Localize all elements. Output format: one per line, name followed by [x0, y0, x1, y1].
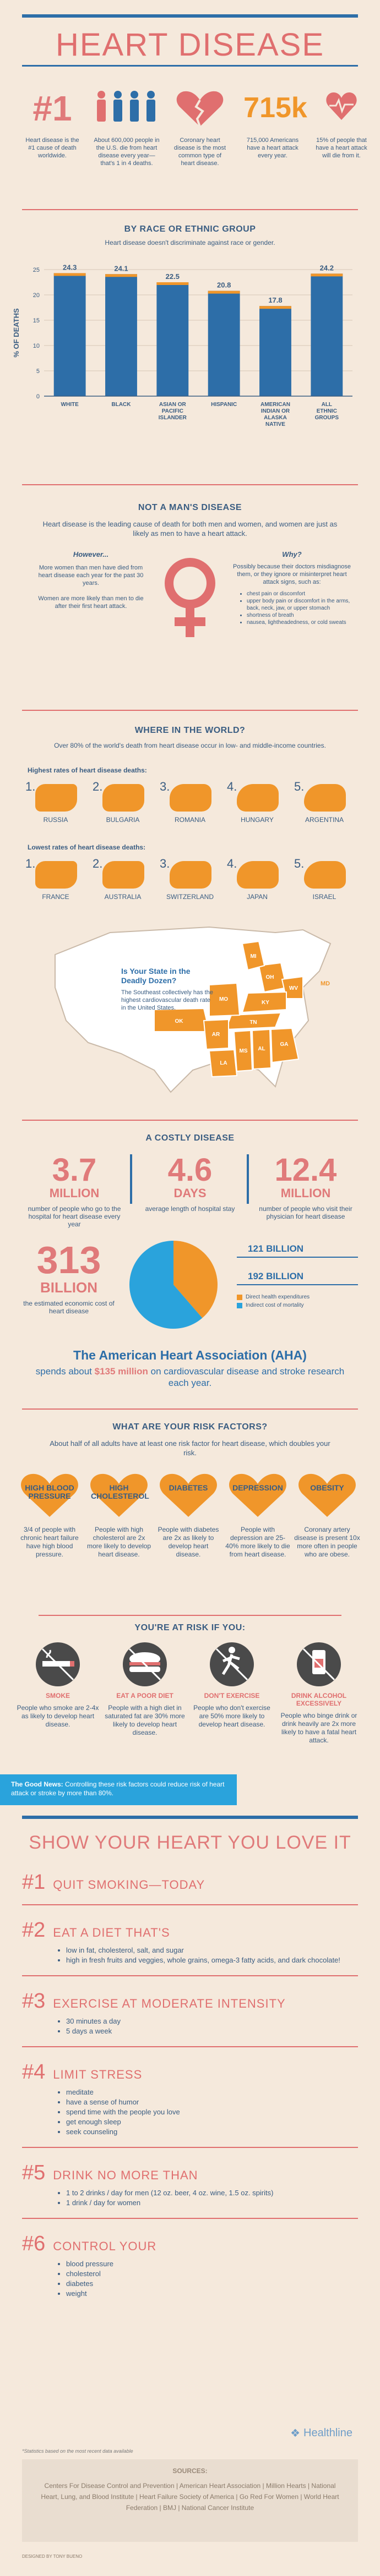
heart-icon [89, 1472, 149, 1518]
cost-number: 313 [36, 1238, 101, 1281]
country-name: JAPAN [247, 893, 268, 901]
divider-3 [22, 710, 358, 711]
habit-icon [297, 1642, 341, 1686]
risk-habit [104, 1642, 186, 1737]
hospital-text: number of people who go to the hospital for heart disease every year [28, 1205, 121, 1228]
love-item-title: DRINK NO MORE THAN [53, 2168, 198, 2182]
stat-5-text: 15% of people that have a heart attack will die from it. [316, 137, 367, 159]
heart-icon [19, 1472, 80, 1518]
stat-4-text: 715,000 Americans have a heart attack every year. [246, 137, 299, 159]
country-name: ARGENTINA [305, 816, 344, 824]
country-name: BULGARIA [106, 816, 140, 824]
divider-2 [22, 484, 358, 485]
habit-name: EAT A POOR DIET [116, 1692, 173, 1700]
bar-value-label: 20.8 [217, 281, 231, 289]
country-rank: 5. [294, 857, 305, 870]
lowest-country [22, 857, 89, 912]
physician-text: number of people who visit their physician for heart disease [259, 1205, 352, 1220]
bar [105, 274, 137, 396]
country-name: SWITZERLAND [166, 893, 214, 901]
love-title: SHOW YOUR HEART YOU LOVE IT [29, 1832, 351, 1853]
us-map [44, 922, 341, 1103]
love-item [22, 2060, 358, 2148]
header-top-rule [22, 14, 358, 18]
risk-factor [86, 1472, 152, 1559]
habit-name: SMOKE [45, 1692, 70, 1700]
country-rank: 4. [227, 780, 237, 793]
economic-cost [22, 1238, 116, 1315]
risk-factor-text: People with depression are 25-40% more likely to die from heart disease. [225, 1526, 290, 1558]
love-bullet: • get enough sleep [66, 2117, 358, 2127]
country-name: ROMANIA [174, 816, 205, 824]
love-bullet: • meditate [66, 2087, 358, 2097]
bar [208, 291, 240, 396]
country-rank: 2. [93, 857, 103, 870]
gender-title: NOT A MAN'S DISEASE [138, 503, 242, 512]
highest-country [291, 780, 358, 835]
country-rank: 1. [25, 780, 36, 793]
country-name: AUSTRALIA [104, 893, 142, 901]
love-bullet: • cholesterol [66, 2269, 358, 2279]
country-shape [102, 784, 144, 812]
why-label: Why? [282, 550, 302, 558]
pie-value-b: 192 BILLION [237, 1258, 358, 1285]
heart-icon [158, 1472, 219, 1518]
pie-values [237, 1243, 358, 1308]
risk-factor-name: HIGH CHOLESTEROL [91, 1483, 149, 1500]
love-bullet: • 30 minutes a day [66, 2016, 358, 2026]
love-bullet: • have a sense of humor [66, 2097, 358, 2107]
aha-post: on cardiovascular disease and stroke research each year. [148, 1366, 345, 1388]
stat-hospital [22, 1154, 127, 1228]
people-icon [94, 90, 160, 123]
sources-label: SOURCES: [172, 2467, 208, 2475]
habit-text: People who binge drink or drink heavily are 2x more likely to have a fatal heart attack. [280, 1712, 357, 1744]
love-section [0, 1821, 380, 2437]
stat-1-big: #1 [32, 89, 72, 128]
brand [290, 2426, 352, 2440]
physician-number: 12.4 [274, 1152, 337, 1188]
lowest-country [224, 857, 291, 912]
state-label: MD [321, 980, 330, 987]
lowest-country [291, 857, 358, 912]
heart-attack-signs [231, 590, 352, 626]
love-item-head [22, 2232, 358, 2256]
bar-value-label: 22.5 [165, 272, 180, 281]
love-item-bullets [66, 2016, 358, 2036]
love-item-number: #3 [22, 1989, 46, 2013]
sources-box [22, 2459, 358, 2542]
country-name: ISRAEL [312, 893, 336, 901]
risk-habit [278, 1642, 360, 1745]
race-bar-chart [0, 253, 380, 462]
gender-left-2: Women are more likely than men to die after their first heart attack. [38, 595, 144, 610]
habit-name: DRINK ALCOHOL EXCESSIVELY [291, 1692, 347, 1707]
designer-credit: DESIGNED BY TONY BUENO [22, 2554, 83, 2559]
love-item-number: #1 [22, 1871, 46, 1894]
risk-factor-name: DIABETES [169, 1483, 208, 1492]
love-item-bullets [66, 2087, 358, 2137]
at-risk-title: YOU'RE AT RISK IF YOU: [134, 1623, 246, 1632]
country-name: RUSSIA [43, 816, 68, 824]
love-item [22, 1919, 358, 1976]
stay-unit: DAYS [173, 1186, 207, 1200]
love-bullet: • seek counseling [66, 2127, 358, 2137]
deadly-dozen-question: Is Your State in the Deadly Dozen? [121, 967, 191, 985]
risk-factor-text: People with high cholesterol are 2x more likely to develop heart disease. [86, 1526, 151, 1558]
stat-3-text: Coronary heart disease is the most common type of heart disease. [173, 137, 226, 167]
love-divider [22, 1904, 358, 1905]
habit-text: People who smoke are 2-4x as likely to develop heart disease. [17, 1704, 99, 1728]
country-shape [170, 784, 211, 812]
state-label: OK [175, 1018, 183, 1024]
stat-2-text: About 600,000 people in the U.S. die from heart disease every year—that's 1 in 4 deaths. [94, 137, 160, 167]
country-name: FRANCE [42, 893, 69, 901]
love-item-title: QUIT SMOKING—TODAY [53, 1878, 205, 1892]
aha-text [33, 1366, 347, 1389]
bar-value-label: 17.8 [268, 296, 283, 305]
love-bullet: • 5 days a week [66, 2026, 358, 2036]
habit-icon [210, 1642, 254, 1686]
risk-habits [17, 1642, 363, 1752]
bar [311, 273, 343, 396]
divider-5 [22, 1408, 358, 1410]
bar-cap [156, 282, 188, 285]
love-item-number: #6 [22, 2232, 46, 2255]
risk-factor-name: HIGH BLOOD PRESSURE [25, 1483, 74, 1500]
legend-swatch-b [237, 1303, 242, 1308]
love-item-head [22, 1871, 358, 1894]
love-item-title: EAT A DIET THAT'S [53, 1926, 170, 1939]
sign-item: • upper body pain or discomfort in the arms, back, neck, jaw, or upper stomach [247, 598, 352, 612]
lowest-country [89, 857, 156, 912]
country-rank: 2. [93, 780, 103, 793]
risk-factor [225, 1472, 291, 1559]
love-item [22, 2161, 358, 2219]
race-section [0, 220, 380, 479]
country-shape [170, 861, 211, 889]
gender-left [33, 550, 149, 610]
love-item-number: #2 [22, 1919, 46, 1942]
risk-intro: About half of all adults have at least one risk factor for heart disease, which doubles your risk. [50, 1439, 330, 1457]
country-rank: 3. [160, 780, 170, 793]
bar [54, 273, 86, 396]
state-label: MO [219, 996, 229, 1002]
highest-country [224, 780, 291, 835]
country-rank: 3. [160, 857, 170, 870]
lowest-label: Lowest rates of heart disease deaths: [28, 843, 146, 851]
page-title: HEART DISEASE [55, 27, 325, 63]
gender-section [0, 495, 380, 704]
state-label: GA [280, 1042, 289, 1048]
good-news-banner [0, 1774, 237, 1805]
legend-swatch-a [237, 1295, 242, 1300]
costly-title: A COSTLY DISEASE [145, 1133, 235, 1143]
gender-right [231, 550, 352, 626]
risk-factors [17, 1472, 363, 1598]
good-news-label: The Good News: [11, 1780, 63, 1788]
sign-item: • chest pain or discomfort [247, 590, 352, 598]
aha-title: The American Heart Association (AHA) [73, 1348, 307, 1362]
y-tick-label: 15 [32, 317, 40, 324]
divider-4 [22, 1120, 358, 1121]
country-shape [237, 784, 279, 812]
love-item-title: LIMIT STRESS [53, 2068, 143, 2081]
country-shape [304, 861, 346, 889]
habit-text: People with a high diet in saturated fat are 30% more likely to develop heart disease. [105, 1704, 185, 1736]
love-item-number: #4 [22, 2060, 46, 2084]
risk-title: WHAT ARE YOUR RISK FACTORS? [112, 1422, 268, 1432]
country-shape [237, 861, 279, 889]
world-intro: Over 80% of the world's death from heart disease occur in low- and middle-income countries. [54, 742, 326, 749]
header-bottom-rule [22, 65, 358, 67]
bar-cap [259, 306, 291, 309]
love-divider [22, 2147, 358, 2148]
risk-factor [17, 1472, 83, 1559]
heart-icon [227, 1472, 288, 1518]
gender-right-intro: Possibly because their doctors misdiagnose them, or they ignore or misinterpret heart attack signs, such as: [232, 563, 351, 585]
x-tick-label: AMERICAN INDIAN OR ALASKA NATIVE [260, 402, 290, 427]
love-bullet: • 1 to 2 drinks / day for men (12 oz. beer, 4 oz. wine, 1.5 oz. spirits) [66, 2188, 358, 2198]
risk-habit [191, 1642, 273, 1729]
x-tick-label: HISPANIC [211, 402, 237, 408]
love-divider [22, 2218, 358, 2219]
state-label: WV [289, 985, 298, 991]
deadly-dozen-text: The Southeast collectively has the highest cardiovascular death rate in the United States. [121, 989, 213, 1011]
risk-factor [294, 1472, 360, 1559]
y-axis-label: % OF DEATHS [12, 308, 20, 358]
love-item [22, 1989, 358, 2047]
however-label: However... [73, 550, 109, 558]
x-tick-label: WHITE [61, 402, 79, 408]
state-label: MI [250, 953, 257, 960]
bar [156, 282, 188, 396]
sign-item: • nausea, lightheadedness, or cold sweats [247, 619, 352, 626]
love-top-rule [22, 1816, 358, 1819]
state-label: AL [258, 1046, 265, 1052]
brand-name: Healthline [303, 2427, 352, 2439]
lowest-country [156, 857, 224, 912]
costly-section [0, 1128, 380, 1447]
risk-factor-name: DEPRESSION [232, 1483, 283, 1492]
stats-row [0, 77, 380, 187]
love-bullet: • spend time with the people you love [66, 2107, 358, 2117]
legend-label-b: Indirect cost of mortality [246, 1302, 304, 1308]
love-item-head [22, 2060, 358, 2084]
footnote: *Statistics based on the most recent data available [22, 2448, 133, 2454]
love-bullet: • diabetes [66, 2279, 358, 2289]
country-rank: 5. [294, 780, 305, 793]
state-label: KY [262, 1000, 269, 1006]
legend-item-b [237, 1302, 358, 1308]
y-tick-label: 5 [36, 368, 40, 375]
heart-icon [297, 1472, 357, 1518]
stay-text: average length of hospital stay [145, 1205, 235, 1213]
bar-cap [105, 274, 137, 277]
country-rank: 4. [227, 857, 237, 870]
cost-text: the estimated economic cost of heart disease [23, 1300, 115, 1315]
y-tick-label: 0 [36, 393, 40, 400]
physician-unit: MILLION [280, 1186, 331, 1200]
footer [0, 2426, 380, 2576]
highest-country [22, 780, 89, 835]
legend-item-a [237, 1294, 358, 1300]
heart-rate-icon [325, 89, 358, 124]
y-tick-label: 10 [32, 343, 40, 349]
costly-sep-1 [130, 1154, 132, 1204]
stat-4 [237, 91, 314, 124]
highest-country [89, 780, 156, 835]
risk-factor-text: People with diabetes are 2x as likely to develop heart disease. [158, 1526, 219, 1558]
love-list [22, 1871, 358, 2312]
bar-value-label: 24.1 [114, 264, 128, 273]
love-item-head [22, 1919, 358, 1942]
love-item [22, 1871, 358, 1905]
bar-cap [54, 273, 86, 276]
divider-risk [39, 1615, 341, 1616]
habit-icon [36, 1642, 80, 1686]
love-item-bullets [66, 2188, 358, 2208]
brand-icon: ❖ [290, 2427, 301, 2440]
love-bullet: • weight [66, 2289, 358, 2299]
bar [259, 306, 291, 396]
state-label: TN [249, 1020, 257, 1026]
bar-cap [311, 273, 343, 276]
deadly-dozen-callout [121, 967, 215, 1012]
love-item-bullets [66, 2259, 358, 2299]
highest-country [156, 780, 224, 835]
love-item-bullets [66, 1945, 358, 1965]
country-name: HUNGARY [241, 816, 274, 824]
aha-pre: spends about [35, 1366, 95, 1377]
risk-factor-name: OBESITY [310, 1483, 344, 1492]
bar-cap [208, 291, 240, 294]
legend-label-a: Direct health expenditures [246, 1294, 310, 1300]
stat-physician [253, 1154, 358, 1220]
highest-label: Highest rates of heart disease deaths: [28, 766, 147, 774]
highest-countries [22, 780, 358, 835]
world-title: WHERE IN THE WORLD? [134, 726, 246, 735]
habit-name: DON'T EXERCISE [204, 1692, 260, 1700]
stat-1-text: Heart disease is the #1 cause of death worldwide. [25, 137, 79, 159]
x-tick-label: ASIAN OR PACIFIC ISLANDER [158, 402, 187, 421]
female-symbol-icon [160, 556, 220, 644]
love-divider [22, 2046, 358, 2047]
love-item-title: CONTROL YOUR [53, 2239, 157, 2253]
hospital-unit: MILLION [49, 1186, 100, 1200]
aha-amount: $135 million [94, 1366, 148, 1377]
habit-text: People who don't exercise are 50% more likely to develop heart disease. [193, 1704, 270, 1728]
risk-habit [17, 1642, 99, 1729]
race-subtitle: Heart disease doesn't discriminate against race or gender. [105, 239, 275, 246]
state-label: AR [211, 1032, 220, 1038]
risk-section [0, 1417, 380, 1857]
x-tick-label: BLACK [111, 402, 131, 408]
sign-item: • shortness of breath [247, 612, 352, 619]
race-title: BY RACE OR ETHNIC GROUP [124, 224, 256, 234]
x-tick-label: ALL ETHNIC GROUPS [314, 402, 339, 421]
state-label: OH [265, 974, 274, 980]
y-tick-label: 20 [32, 292, 40, 299]
love-item-title: EXERCISE AT MODERATE INTENSITY [53, 1997, 286, 2010]
gender-intro: Heart disease is the leading cause of death for both men and women, and women are just as likely as men to have a heart attack. [42, 520, 338, 538]
stat-stay [138, 1154, 242, 1213]
country-rank: 1. [25, 857, 36, 870]
gender-left-1: More women than men have died from heart disease each year for the past 30 years. [38, 564, 144, 587]
bar-value-label: 24.3 [63, 263, 77, 272]
love-bullet: • 1 drink / day for women [66, 2198, 358, 2208]
cost-unit: BILLION [40, 1279, 97, 1296]
love-bullet: • blood pressure [66, 2259, 358, 2269]
risk-factor [155, 1472, 221, 1559]
bar-value-label: 24.2 [319, 264, 334, 272]
y-tick-label: 25 [32, 267, 40, 273]
country-shape [304, 784, 346, 812]
state-label: LA [220, 1060, 227, 1066]
love-divider [22, 1975, 358, 1976]
love-bullet: • high in fresh fruits and veggies, whole grains, omega-3 fatty acids, and dark chocolate! [66, 1955, 358, 1965]
stat-4-big: 715k [243, 92, 307, 124]
state-label: MS [239, 1048, 248, 1054]
broken-heart-icon [175, 89, 225, 124]
love-item-number: #5 [22, 2161, 46, 2184]
love-item-head [22, 2161, 358, 2185]
pie-legend [237, 1294, 358, 1308]
risk-factor-text: Coronary artery disease is present 10x more often in people who are obese. [294, 1526, 360, 1558]
country-shape [35, 861, 77, 889]
lowest-countries [22, 857, 358, 912]
sources-list: Centers For Disease Control and Prevention | American Heart Association | Million Hearts | National Heart, Lung, and Blood Institute | Heart Failure Society of America | Go Red For Women | World Heart Federation | BMJ | National Cancer Institute [41, 2482, 339, 2512]
world-section [0, 718, 380, 1066]
risk-factor-text: 3/4 of people with chronic heart failure have high blood pressure. [20, 1526, 79, 1558]
stat-1 [22, 88, 83, 129]
love-item-head [22, 1989, 358, 2013]
stay-number: 4.6 [167, 1152, 213, 1188]
country-shape [102, 861, 144, 889]
habit-icon [123, 1642, 167, 1686]
good-news-text: Controlling these risk factors could reduce risk of heart attack or stroke by more than 80%. [11, 1780, 225, 1797]
love-bullet: • low in fat, cholesterol, salt, and sugar [66, 1945, 358, 1955]
country-shape [35, 784, 77, 812]
divider-1 [22, 209, 358, 210]
costly-sep-2 [247, 1154, 249, 1204]
love-item [22, 2232, 358, 2299]
hospital-number: 3.7 [52, 1152, 97, 1188]
cost-pie-chart [127, 1238, 220, 1331]
pie-value-a: 121 BILLION [237, 1243, 358, 1258]
